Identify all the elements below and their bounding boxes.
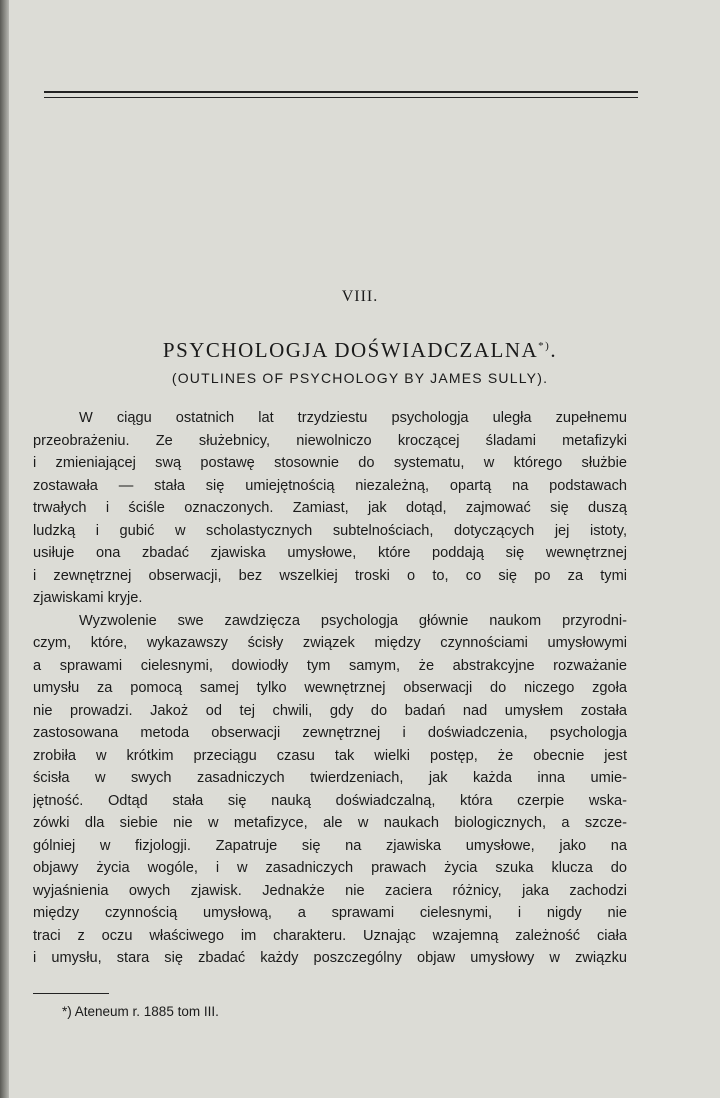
text-line: między czynnością umysłową, a sprawami cielesnymi, i nigdy nie [33, 905, 627, 921]
text-line: gólniej w fizjologji. Zapatruje się na zjawiska umysłowe, jako na [33, 837, 627, 854]
text-line: ścisła w swych zasadniczych twierdzeniach, jak każda inna umie- [33, 770, 627, 786]
chapter-title [0, 338, 720, 363]
text-line: i zmieniającej swą postawę stosownie do systematu, w którego służbie [33, 455, 627, 471]
text-line: wyjaśnienia owych zjawisk. Jednakże nie zaciera różnicy, jaka zachodzi [33, 882, 627, 899]
text-line: czym, które, wykazawszy ścisły związek między czynnościami umysłowymi [33, 635, 627, 651]
text-line: zówki dla siebie nie w metafizyce, ale w naukach biologicznych, a szcze- [33, 815, 627, 831]
text-line: umysłu za pomocą samej tylko wewnętrznej obserwacji do niczego zgoła [33, 680, 627, 696]
text-line: zrobiła w krótkim przeciągu czasu tak wielki postęp, że obecnie jest [33, 747, 627, 764]
chapter-subtitle: (OUTLINES OF PSYCHOLOGY BY JAMES SULLY). [171, 370, 549, 386]
text-line: i zewnętrznej obserwacji, bez wszelkiej troski o to, co się po za tymi [33, 567, 627, 584]
chapter-number: VIII. [341, 288, 379, 305]
footnote-mark: *) [538, 340, 551, 352]
header-rule-thin [44, 97, 638, 98]
text-line: W ciągu ostatnich lat trzydziestu psychologja uległa zupełnemu [79, 410, 627, 426]
text-line: usiłuje ona zbadać zjawiska umysłowe, które poddają się wewnętrznej [33, 545, 627, 561]
text-line: zostawała — stała się umiejętnością niezależną, opartą na podstawach [33, 477, 627, 494]
page-binding-edge [0, 0, 9, 1098]
footnote: *) Ateneum r. 1885 tom III. [62, 1004, 219, 1019]
header-rule-thick [44, 91, 638, 93]
text-line: nie prowadzi. Jakoż od tej chwili, gdy do badań nad umysłem została [33, 702, 627, 719]
footnote-rule [33, 993, 109, 994]
chapter-title-period: . [550, 338, 558, 362]
text-line: jętność. Odtąd stała się nauką doświadczalną, która czerpie wska- [33, 792, 627, 809]
text-line: trwałych i ściśle oznaczonych. Zamiast, jak dotąd, zajmować się duszą [33, 500, 627, 516]
text-line: Wyzwolenie swe zawdzięcza psychologja głównie naukom przyrodni- [79, 612, 627, 629]
text-line: zjawiskami kryje. [33, 590, 143, 606]
text-line: przeobrażeniu. Ze służebnicy, niewolniczo kroczącej śladami metafizyki [33, 432, 627, 449]
text-line: objawy życia wogóle, i w zasadniczych prawach życia szuka klucza do [33, 860, 627, 876]
body-text [33, 407, 627, 970]
text-line: zastosowana metoda obserwacji zewnętrznej i doświadczenia, psychologja [33, 725, 627, 741]
text-line: a sprawami cielesnymi, dowiodły tym samym, że abstrakcyjne rozważanie [33, 657, 627, 674]
text-line: ludzką i gubić w scholastycznych subtelnościach, dotyczących jej istoty, [33, 522, 627, 539]
text-line: i umysłu, stara się zbadać każdy poszczególny objaw umysłowy w związku [33, 950, 627, 966]
text-line: traci z oczu właściwego im charakteru. Uznając wzajemną zależność ciała [33, 927, 627, 944]
chapter-title-text: PSYCHOLOGJA DOŚWIADCZALNA [162, 338, 539, 362]
